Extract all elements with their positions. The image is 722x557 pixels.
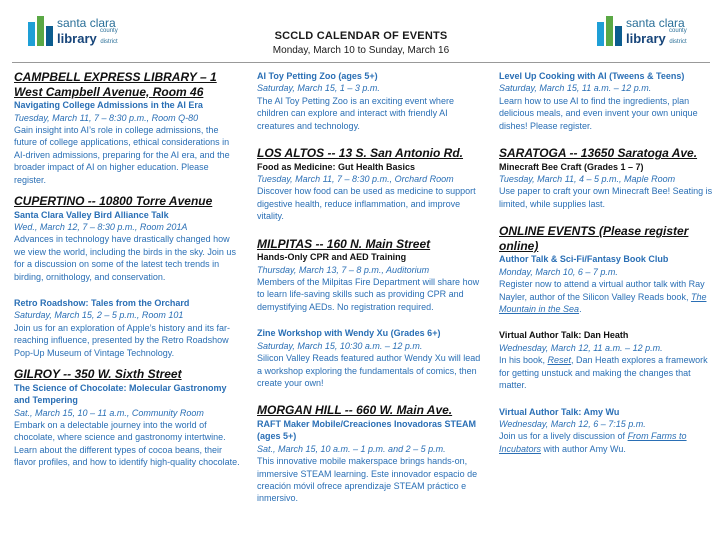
logo-text-line3: library xyxy=(626,31,666,46)
event-title[interactable]: Retro Roadshow: Tales from the Orchard xyxy=(14,298,190,309)
event-datetime: Sat., March 15, 10 – 11 a.m., Community Room xyxy=(14,407,204,418)
logo-text-line4: district xyxy=(669,39,687,45)
book-title-link[interactable]: From Farms to Incubators xyxy=(499,431,687,454)
event-description: Members of the Milpitas Fire Department will share how to learn life-saving skills such as providing CPR and demystifying AEDs. No registration required. xyxy=(257,277,480,312)
event-datetime: Wednesday, March 12, 11 a.m. – 12 p.m. xyxy=(499,342,663,353)
event-datetime: Tuesday, March 11, 7 – 8:30 p.m., Orchard Room xyxy=(257,174,454,185)
event-description-tail: , Dan Heath explores a framework for getting unstuck and making the changes that matter. xyxy=(499,355,708,391)
event-description: The AI Toy Petting Zoo is an exciting event where children can explore and interact with friendly AI creatures and technology. xyxy=(257,95,454,131)
logo-text-line4: district xyxy=(100,39,118,45)
event-description: Embark on a delectable journey into the world of chocolate, where science and gastronomy intertwine. Learn about the different types of cocoa beans, their flavor profiles, and how to identify high-quality chocolate. xyxy=(14,419,240,468)
event-title[interactable]: RAFT Maker Mobile/Creaciones Inovadoras STEAM (ages 5+) xyxy=(257,418,477,442)
event-title[interactable]: Zine Workshop with Wendy Xu (Grades 6+) xyxy=(257,328,441,339)
header-divider xyxy=(12,62,710,63)
header xyxy=(0,30,722,56)
event-description: Advances in technology have drastically changed how we view the world, including the birds in the sky. Join us for a discussion on some of the latest tech trends in birding, ornithology, and conservation. xyxy=(14,234,236,282)
event-title[interactable]: Navigating College Admissions in the AI Era xyxy=(14,100,203,111)
logo-text-line2: county xyxy=(100,28,118,34)
event-description: Use paper to craft your own Minecraft Bee! Seating is limited, while supplies last. xyxy=(499,186,713,209)
column-3 xyxy=(499,70,714,455)
logo-text-line2: county xyxy=(669,28,687,34)
event-datetime: Tuesday, March 11, 7 – 8:30 p.m., Room Q-80 xyxy=(14,112,199,123)
event-title[interactable]: Virtual Author Talk: Dan Heath xyxy=(499,330,629,341)
branch-heading-morgan-hill: MORGAN HILL -- 660 W. Main Ave. xyxy=(257,403,453,418)
page-title: SCCLD CALENDAR OF EVENTS xyxy=(274,30,448,42)
event-datetime: Sat., March 15, 10 a.m. – 1 p.m. and 2 – 5 p.m. xyxy=(257,443,446,454)
event-title[interactable]: AI Toy Petting Zoo (ages 5+) xyxy=(257,71,378,81)
event-description xyxy=(499,354,714,391)
event-datetime: Saturday, March 15, 1 – 3 p.m. xyxy=(257,83,380,94)
event-datetime: Saturday, March 15, 10:30 a.m. – 12 p.m. xyxy=(257,340,423,351)
event-datetime: Saturday, March 15, 2 – 5 p.m., Room 101 xyxy=(14,310,184,321)
event-description-tail: with author Amy Wu. xyxy=(541,443,626,454)
event-title[interactable]: The Science of Chocolate: Molecular Gastronomy and Tempering xyxy=(14,382,227,406)
logo-text-line1: santa clara xyxy=(57,16,116,30)
logo-text-line3: library xyxy=(57,31,97,46)
page-subtitle: Monday, March 10 to Sunday, March 16 xyxy=(272,45,450,56)
event-title[interactable]: Author Talk & Sci-Fi/Fantasy Book Club xyxy=(499,254,669,265)
event-description: This innovative mobile makerspace brings hands-on, immersive STEAM learning. Este innovador espacio de creación móvil ofrece aprendizaje STEAM práctico e inmersivo. xyxy=(257,456,478,504)
event-description-text: Register now to attend a virtual author talk with Ray Nayler, author of the Silicon Valley Reads book, xyxy=(499,279,705,302)
logo-text-line1: santa clara xyxy=(626,16,685,30)
event-description-text: Join us for a lively discussion of xyxy=(499,431,628,442)
event-datetime: Tuesday, March 11, 4 – 5 p.m., Maple Room xyxy=(499,174,676,185)
event-description-text: In his book, xyxy=(499,355,548,366)
book-title-link[interactable]: The Mountain in the Sea xyxy=(499,291,707,315)
event-description: Join us for an exploration of Apple’s history and its far-reaching influence, presented by the Retro Roadshow Pop-Up Museum of Vintage Technology. xyxy=(14,322,230,358)
event-title[interactable]: Virtual Author Talk: Amy Wu xyxy=(499,406,620,417)
event-description: Gain insight into AI’s role in college admissions, the future of college applications, ethical considerations in AI-driven admissions, preparing for the AI era, and the broader impact of AI on higher education. Please register. xyxy=(14,125,230,185)
event-datetime: Monday, March 10, 6 – 7 p.m. xyxy=(499,266,618,277)
branch-heading-campbell: CAMPBELL EXPRESS LIBRARY – 1 West Campbell Avenue, Room 46 xyxy=(14,70,217,99)
event-title[interactable]: Level Up Cooking with AI (Tweens & Teens) xyxy=(499,71,685,81)
event-title[interactable]: Minecraft Bee Craft (Grades 1 – 7) xyxy=(499,161,644,172)
event-title[interactable]: Food as Medicine: Gut Health Basics xyxy=(257,161,416,172)
event-description xyxy=(499,430,714,455)
event-description-tail: . xyxy=(579,304,582,315)
branch-heading-los-altos: LOS ALTOS -- 13 S. San Antonio Rd. xyxy=(257,146,464,161)
event-datetime: Saturday, March 15, 11 a.m. – 12 p.m. xyxy=(499,83,652,94)
branch-heading-cupertino: CUPERTINO -- 10800 Torre Avenue xyxy=(14,194,213,209)
event-description xyxy=(499,278,714,315)
event-description: Discover how food can be used as medicine to support digestive health, reduce inflammation, and improve vitality. xyxy=(257,186,476,222)
branch-heading-gilroy: GILROY -- 350 W. Sixth Street xyxy=(14,367,182,382)
event-datetime: Thursday, March 13, 7 – 8 p.m., Auditorium xyxy=(257,264,430,275)
branch-heading-online: ONLINE EVENTS (Please register online) xyxy=(499,224,689,253)
branch-heading-milpitas: MILPITAS -- 160 N. Main Street xyxy=(257,236,431,251)
event-title[interactable]: Hands-Only CPR and AED Training xyxy=(257,252,407,263)
branch-heading-saratoga: SARATOGA -- 13650 Saratoga Ave. xyxy=(499,146,698,161)
event-description: Learn how to use AI to find the ingredients, plan delicious meals, and even invent your own unique dishes! Please register. xyxy=(499,95,698,131)
column-2 xyxy=(257,70,487,505)
event-datetime: Wed., March 12, 7 – 8:30 p.m., Room 201A xyxy=(14,222,188,233)
event-description: Silicon Valley Reads featured author Wendy Xu will lead a workshop exploring the fundamentals of comics, then create your own! xyxy=(257,353,481,388)
book-title-link[interactable]: Reset xyxy=(547,355,572,366)
event-datetime: Wednesday, March 12, 6 – 7:15 p.m. xyxy=(499,418,646,429)
column-1 xyxy=(14,70,242,469)
event-title[interactable]: Santa Clara Valley Bird Alliance Talk xyxy=(14,209,169,220)
